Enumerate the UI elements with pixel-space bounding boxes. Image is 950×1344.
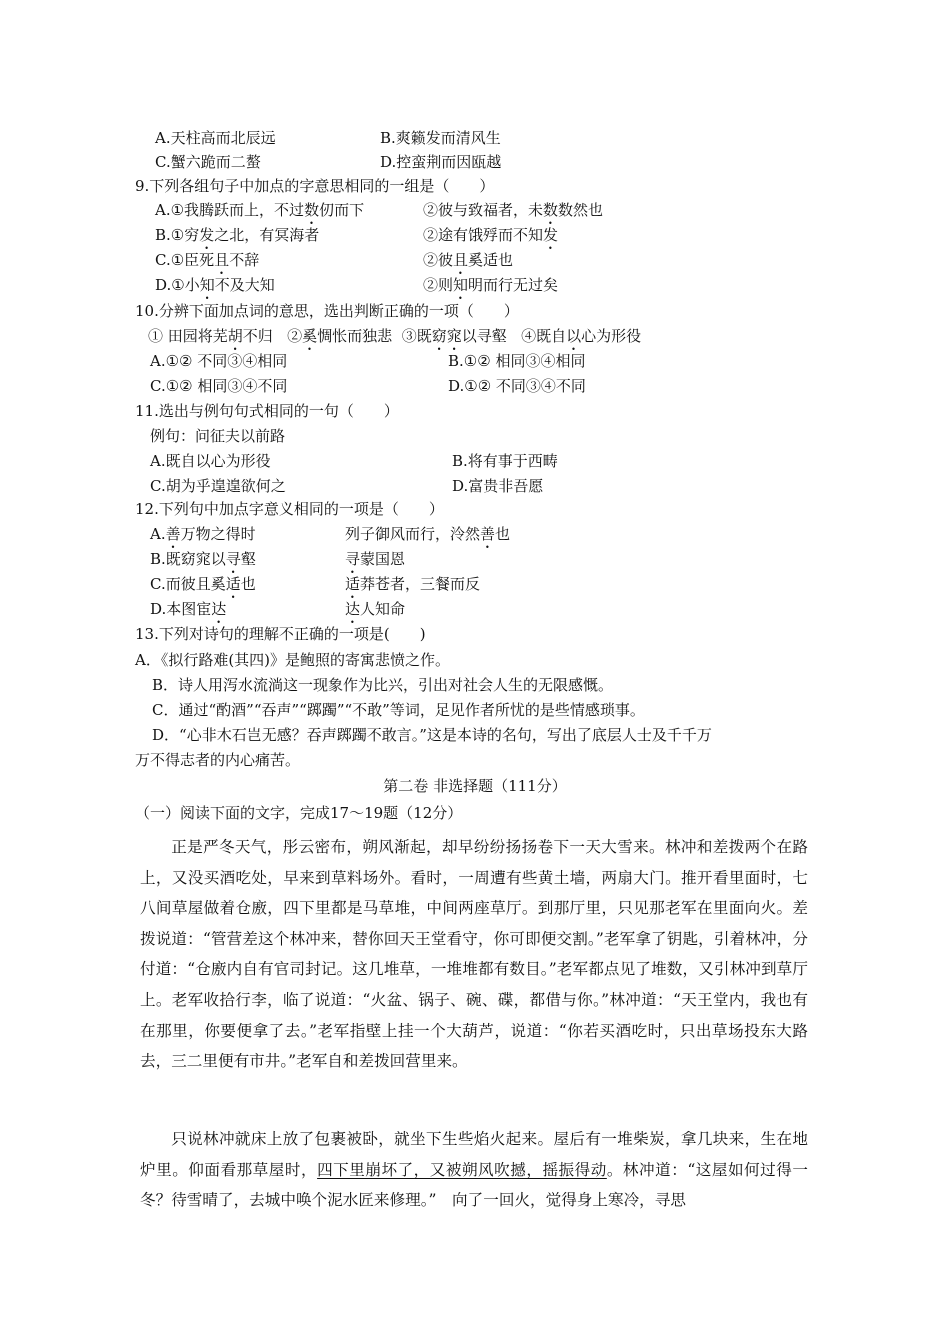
q12-a2-dotted: 善 [480, 525, 496, 543]
q11-option-c: C.胡为乎遑遑欲何之 [150, 477, 286, 495]
q9-option-a1: A.①我腾跃而上，不过数仞而下 [155, 201, 365, 219]
q12-option-d1: D.本图宦达 [150, 600, 227, 618]
q12-option-b1: B.既窈窕以寻壑 [150, 550, 256, 568]
q9-option-c1: C.①臣死且不辞 [155, 251, 260, 269]
q11-example: 例句：问征夫以前路 [150, 427, 286, 445]
q9-a1-dotted: 数 [304, 201, 320, 219]
q8-option-c: C.蟹六跪而二螯 [155, 153, 261, 171]
q13-option-d-line1: D．“心非木石岂无感？吞声踯躅不敢言。”这是本诗的名句，写出了底层人士及千千万 [152, 726, 712, 744]
q12-c2-dotted: 适 [345, 575, 361, 593]
q12-option-c1: C.而彼且奚适也 [150, 575, 256, 593]
q12-option-b2: 寻蒙国恩 [345, 550, 406, 568]
q9-a2-dotted: 数 [543, 201, 559, 219]
underlined-sentence: 四下里崩坏了，又被朔风吹撼，摇振得动 [317, 1160, 607, 1179]
q10-option-d: D.①② 不同③④不同 [448, 377, 586, 395]
q10-s1-dotted: 胡 [227, 327, 243, 345]
q8-option-a: A.天柱高而北辰远 [155, 129, 276, 147]
q10-option-a: A.①② 不同③④相同 [150, 352, 288, 370]
passage-paragraph-1: 正是严冬天气，彤云密布，朔风渐起，却早纷纷扬扬卷下一天大雪来。林冲和差拨两个在路上，又没买酒吃处，早来到草料场外。看时，一周遭有些黄土墙，两扇大门。推开看里面时，七八间草屋做着仓廒，四下里都是马草堆，中间两座草厅。到那厅里，只见那老军在里面向火。差拨说道：“管营差这个林冲来，替你回天王堂看守，你可即便交割。”老军拿了钥匙，引着林冲，分付道：“仓廒内自有官司封记。这几堆草，一堆堆都有数目。”老军都点见了堆数，又引林冲到草厅上。老军收拾行李，临了说道：“火盆、锅子、碗、碟，都借与你。”林冲道：“天王堂内，我也有在那里，你要便拿了去。”老军指壁上挂一个大葫芦，说道：“你若买酒吃时，只出草场投东大路去，三二里便有市井。”老军自和差拨回营里来。 [140, 838, 808, 1071]
q12-option-c2: 适莽苍者，三餐而反 [345, 575, 481, 593]
q13-option-d-line2: 万不得志者的内心痛苦。 [135, 751, 301, 769]
q9-b1-dotted: 发 [199, 226, 215, 244]
passage-paragraph-2: 只说林冲就床上放了包裹被卧，就坐下生些焰火起来。屋后有一堆柴炭，拿几块来，生在地炉里。仰面看那草屋时，四下里崩坏了，又被朔风吹撼，摇振得动。林冲道：“这屋如何过得一冬？待雪晴了，去城中唤个泥水匠来修理。” 向了一回火，觉得身上寒冷，寻思 [140, 1130, 808, 1210]
q9-option-b1: B.①穷发之北，有冥海者 [155, 226, 320, 244]
q12-d1-dotted: 达 [211, 600, 227, 618]
q9-option-b2: ②途有饿殍而不知发 [423, 226, 559, 244]
part2-title: 第二卷 非选择题（111分） [383, 777, 567, 795]
q11-option-d: D.富贵非吾愿 [452, 477, 544, 495]
q9-d1-dotted: 知 [199, 276, 215, 294]
q8-option-b: B.爽籁发而清风生 [380, 129, 501, 147]
q10-option-c: C.①② 相同③④不同 [150, 377, 288, 395]
q10-s2-dotted: 奚 [302, 327, 318, 345]
q12-stem: 12.下列句中加点字意义相同的一项是（ ） [135, 500, 444, 518]
q12-c1-dotted: 适 [225, 575, 241, 593]
q11-option-b: B.将有事于西畴 [452, 452, 558, 470]
q10-option-b: B.①② 相同③④相同 [448, 352, 586, 370]
q9-b2-dotted: 发 [543, 226, 559, 244]
q9-d2-dotted: 知 [453, 276, 469, 294]
q9-c1-dotted: 且 [214, 251, 230, 269]
q9-c2-dotted: 且 [453, 251, 469, 269]
q11-stem: 11.选出与例句句式相同的一句（ ） [135, 402, 399, 420]
section-instruction: （一）阅读下面的文字，完成17～19题（12分） [135, 804, 463, 822]
q9-stem: 9.下列各组句子中加点的字意思相同的一组是（ ） [135, 177, 495, 195]
q12-b1-dotted: 寻 [225, 550, 241, 568]
q12-option-d2: 达人知命 [345, 600, 406, 618]
q12-a1-dotted: 善 [165, 525, 181, 543]
q9-option-a2: ②彼与致福者，未数数然也 [423, 201, 604, 219]
q9-option-d1: D.①小知不及大知 [155, 276, 275, 294]
q12-option-a1: A.善万物之得时 [150, 525, 256, 543]
q9-option-c2: ②彼且奚适也 [423, 251, 514, 269]
q11-option-a: A.既自以心为形役 [150, 452, 271, 470]
q10-sentences: ① 田园将芜胡不归 ②奚惆怅而独悲 ③既窈窕以寻壑 ④既自以心为形役 [148, 327, 642, 345]
q12-d2-dotted: 达 [345, 600, 361, 618]
q10-s4-dotted: 以 [566, 327, 582, 345]
q13-option-b: B．诗人用泻水流淌这一现象作为比兴，引出对社会人生的无限感慨。 [152, 676, 614, 694]
q12-b2-dotted: 寻 [345, 550, 361, 568]
q8-option-d: D.控蛮荆而因瓯越 [380, 153, 502, 171]
q10-stem: 10.分辨下面加点词的意思，选出判断正确的一项（ ） [135, 302, 519, 320]
q9-option-d2: ②则知明而行无过矣 [423, 276, 559, 294]
q13-option-c: C．通过“酌酒”“吞声”“踯躅”“不敢”等词，足见作者所忧的是些情感琐事。 [152, 701, 645, 719]
q12-option-a2: 列子御风而行，泠然善也 [345, 525, 511, 543]
q13-option-a: A．《拟行路难(其四)》是鲍照的寄寓悲愤之作。 [135, 651, 451, 669]
q13-stem: 13.下列对诗句的理解不正确的一项是( ) [135, 625, 426, 643]
q10-s3-dotted: 窈窕 [431, 327, 462, 345]
